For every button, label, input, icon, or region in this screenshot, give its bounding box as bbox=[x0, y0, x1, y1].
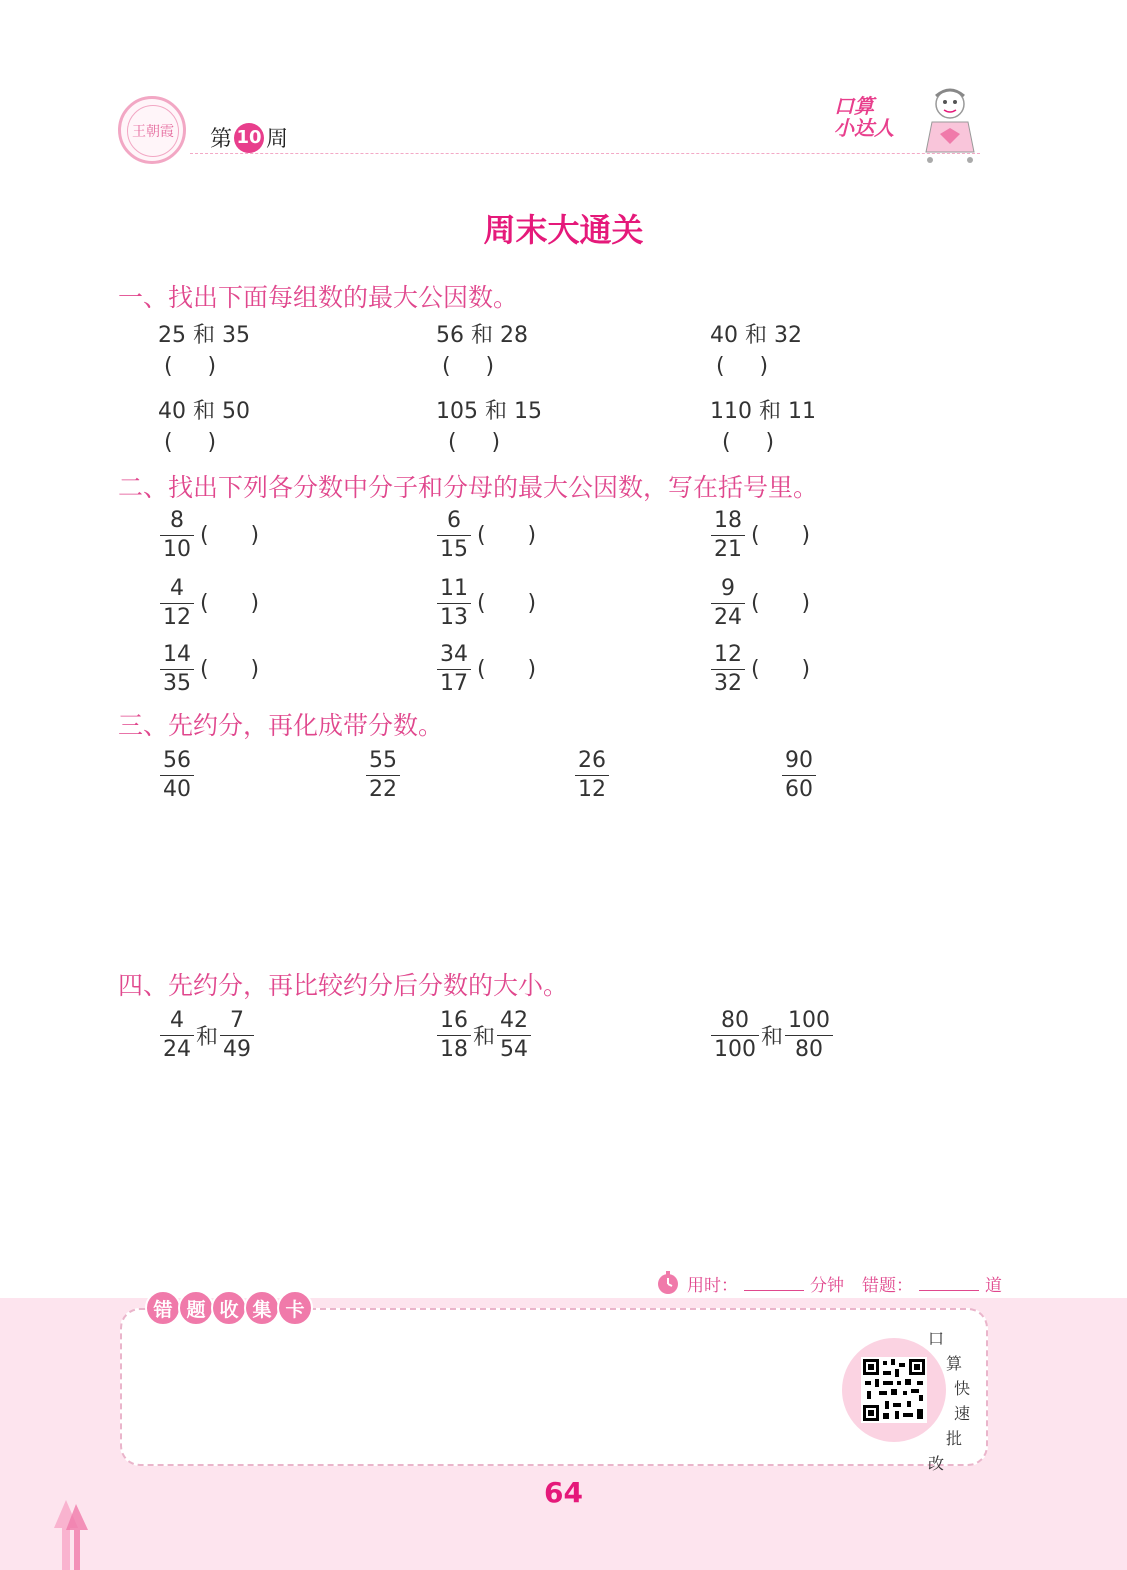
s1-answer-4[interactable]: ( ) bbox=[164, 430, 217, 455]
s2-answer-5[interactable]: ( ) bbox=[477, 591, 537, 616]
brand-line1: 口算 bbox=[834, 94, 874, 118]
s2-answer-7[interactable]: ( ) bbox=[200, 657, 260, 682]
fraction: $\frac{100}{80}$ bbox=[785, 1008, 833, 1063]
card-label-char: 收 bbox=[211, 1290, 247, 1326]
fraction: $\frac{4}{24}$ bbox=[160, 1008, 194, 1063]
s2-item-7 bbox=[160, 642, 259, 697]
section-3-heading: 三、先约分，再化成带分数。 bbox=[118, 711, 444, 740]
fraction: $\frac{34}{17}$ bbox=[437, 642, 471, 697]
week-indicator bbox=[210, 122, 288, 153]
section-1-heading: 一、找出下面每组数的最大公因数。 bbox=[118, 283, 519, 312]
brand-line2: 小达人 bbox=[834, 116, 894, 140]
s3-fraction-3: 26 12 bbox=[575, 748, 609, 803]
qr-caption bbox=[928, 1326, 970, 1476]
s1-item-4: 40 和 50 bbox=[158, 399, 250, 424]
s2-answer-3[interactable]: ( ) bbox=[751, 523, 811, 548]
card-label-char: 卡 bbox=[277, 1290, 313, 1326]
logo-text: 王朝霞 bbox=[127, 105, 179, 157]
s4-pair-3 bbox=[711, 1008, 833, 1063]
s2-answer-2[interactable]: ( ) bbox=[477, 523, 537, 548]
s2-item-5 bbox=[437, 576, 536, 631]
fraction: $\frac{18}{21}$ bbox=[711, 508, 745, 563]
time-label: 用时： bbox=[687, 1275, 738, 1296]
s2-item-3 bbox=[711, 508, 810, 563]
fraction: $\frac{4}{12}$ bbox=[160, 576, 194, 631]
fraction: $\frac{80}{100}$ bbox=[711, 1008, 759, 1063]
s2-answer-8[interactable]: ( ) bbox=[477, 657, 537, 682]
s4-pair-1 bbox=[160, 1008, 254, 1063]
card-label-char: 题 bbox=[178, 1290, 214, 1326]
qr-caption-char: 算 bbox=[946, 1354, 963, 1373]
s1-answer-5[interactable]: ( ) bbox=[448, 430, 501, 455]
s4-pair-2 bbox=[437, 1008, 531, 1063]
brand-logo bbox=[834, 95, 904, 139]
mascot-illustration bbox=[910, 82, 995, 167]
s2-item-8 bbox=[437, 642, 536, 697]
card-label bbox=[145, 1290, 310, 1326]
s3-fraction-2: 55 22 bbox=[366, 748, 400, 803]
page-number: 64 bbox=[544, 1476, 583, 1509]
fraction: $\frac{7}{49}$ bbox=[220, 1008, 254, 1063]
qr-caption-char: 批 bbox=[946, 1429, 963, 1448]
s1-answer-6[interactable]: ( ) bbox=[722, 430, 775, 455]
errors-label: 错题： bbox=[862, 1275, 913, 1296]
section-2-heading: 二、找出下列各分数中分子和分母的最大公因数，写在括号里。 bbox=[118, 473, 819, 502]
connector-text: 和 bbox=[196, 1025, 219, 1050]
fraction: $\frac{8}{10}$ bbox=[160, 508, 194, 563]
s2-answer-9[interactable]: ( ) bbox=[751, 657, 811, 682]
s2-answer-6[interactable]: ( ) bbox=[751, 591, 811, 616]
qr-caption-char: 改 bbox=[928, 1454, 945, 1473]
s1-item-2: 56 和 28 bbox=[436, 323, 528, 348]
s1-item-1: 25 和 35 bbox=[158, 323, 250, 348]
card-label-char: 集 bbox=[244, 1290, 280, 1326]
s2-item-9 bbox=[711, 642, 810, 697]
publisher-logo bbox=[118, 96, 186, 164]
fraction: $\frac{6}{15}$ bbox=[437, 508, 471, 563]
timer-row bbox=[655, 1270, 1002, 1296]
page-title: 周末大通关 bbox=[483, 211, 644, 249]
arrow-up-icon bbox=[52, 1500, 92, 1570]
section-4-heading: 四、先约分，再比较约分后分数的大小。 bbox=[118, 971, 569, 1000]
s1-answer-1[interactable]: ( ) bbox=[164, 354, 217, 379]
qr-caption-char: 口 bbox=[928, 1329, 945, 1348]
card-label-char: 错 bbox=[145, 1290, 181, 1326]
qr-caption-char: 速 bbox=[954, 1404, 971, 1423]
s3-fraction-1: 56 40 bbox=[160, 748, 194, 803]
s2-item-2 bbox=[437, 508, 536, 563]
fraction: $\frac{42}{54}$ bbox=[497, 1008, 531, 1063]
fraction: $\frac{14}{35}$ bbox=[160, 642, 194, 697]
s1-item-6: 110 和 11 bbox=[710, 399, 816, 424]
header-divider bbox=[190, 153, 980, 154]
s1-answer-3[interactable]: ( ) bbox=[716, 354, 769, 379]
week-number: 10 bbox=[234, 123, 264, 153]
errors-input[interactable] bbox=[919, 1276, 979, 1291]
connector-text: 和 bbox=[761, 1025, 784, 1050]
fraction: $\frac{12}{32}$ bbox=[711, 642, 745, 697]
fraction: $\frac{11}{13}$ bbox=[437, 576, 471, 631]
s3-fraction-4: 90 60 bbox=[782, 748, 816, 803]
time-input[interactable] bbox=[744, 1276, 804, 1291]
s1-item-3: 40 和 32 bbox=[710, 323, 802, 348]
s2-answer-1[interactable]: ( ) bbox=[200, 523, 260, 548]
s1-answer-2[interactable]: ( ) bbox=[442, 354, 495, 379]
s2-item-4 bbox=[160, 576, 259, 631]
stopwatch-icon bbox=[655, 1270, 681, 1296]
connector-text: 和 bbox=[473, 1025, 496, 1050]
s2-item-1 bbox=[160, 508, 259, 563]
fraction: $\frac{9}{24}$ bbox=[711, 576, 745, 631]
week-suffix: 周 bbox=[266, 127, 289, 152]
week-prefix: 第 bbox=[210, 127, 233, 152]
s2-item-6 bbox=[711, 576, 810, 631]
s1-item-5: 105 和 15 bbox=[436, 399, 542, 424]
qr-code-icon[interactable] bbox=[861, 1357, 927, 1423]
s2-answer-4[interactable]: ( ) bbox=[200, 591, 260, 616]
fraction: $\frac{16}{18}$ bbox=[437, 1008, 471, 1063]
qr-caption-char: 快 bbox=[954, 1379, 971, 1398]
minutes-label: 分钟 bbox=[810, 1275, 844, 1296]
count-label: 道 bbox=[985, 1275, 1002, 1296]
